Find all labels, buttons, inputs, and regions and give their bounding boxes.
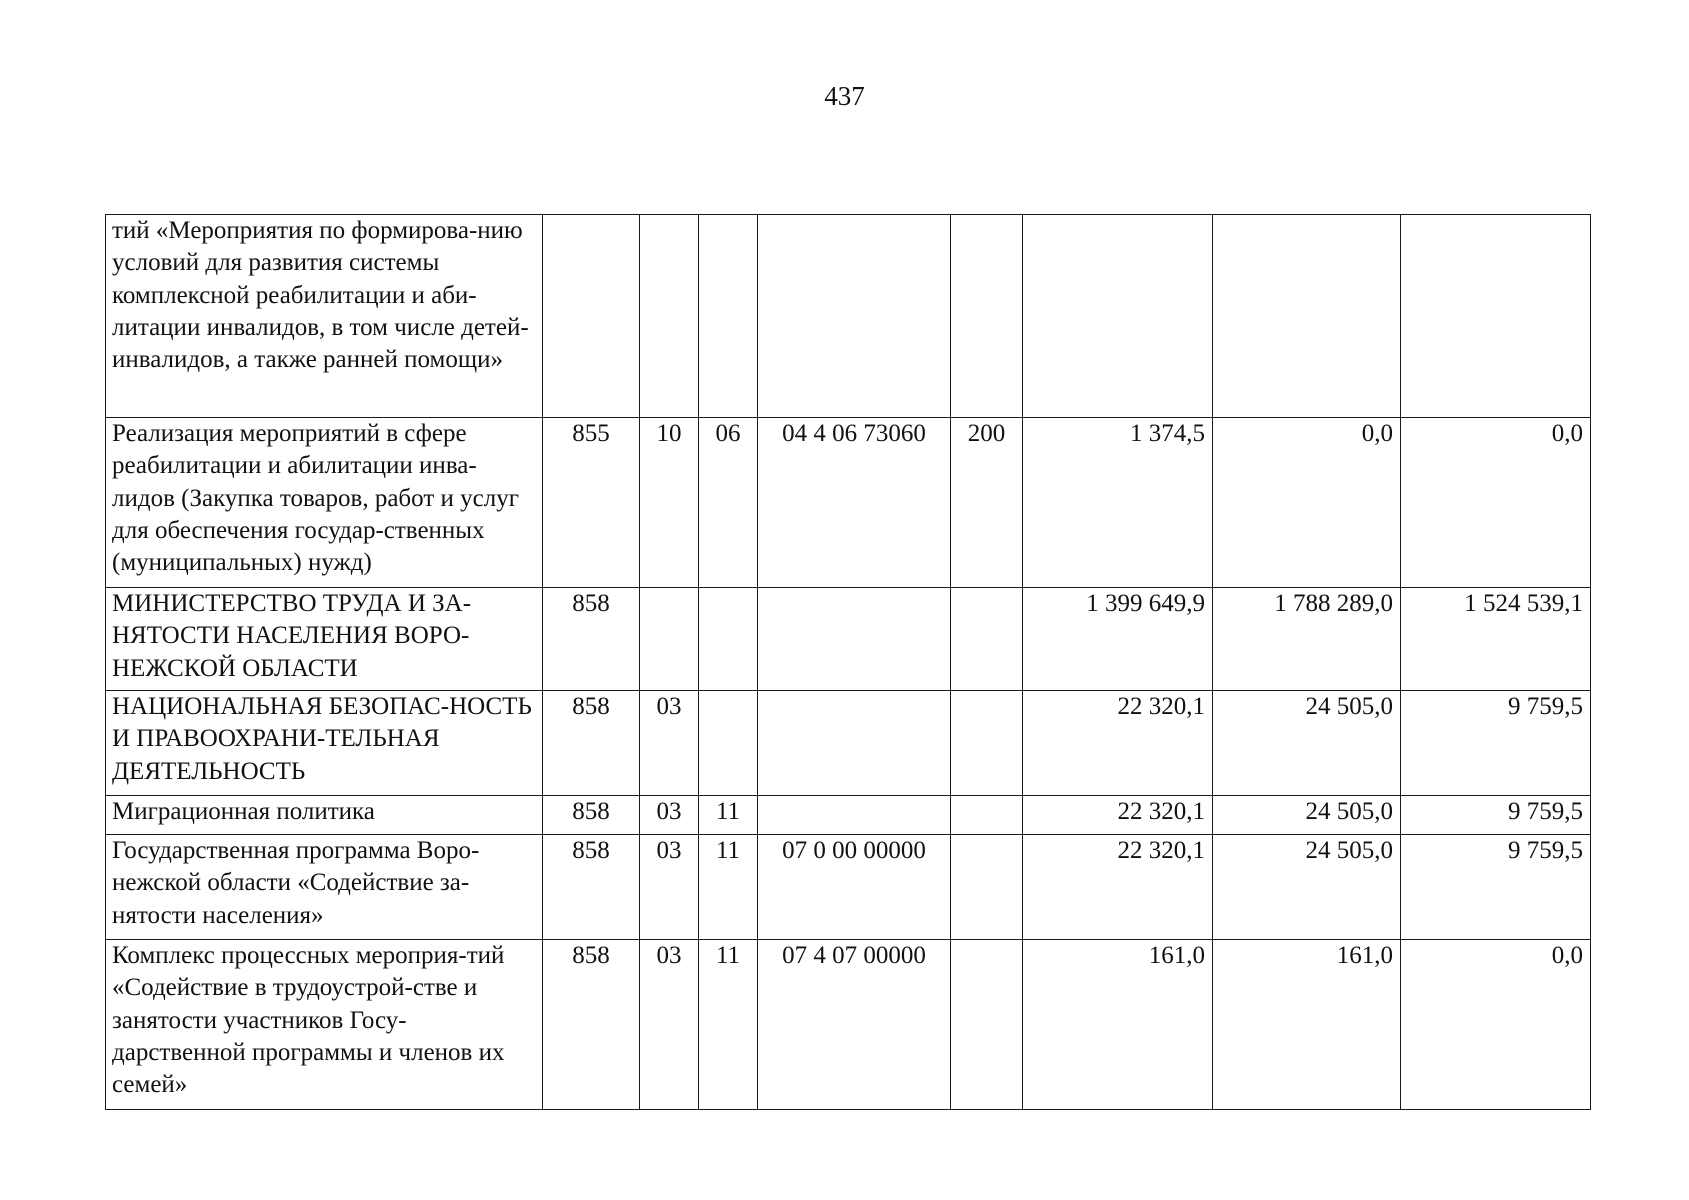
table-row (106, 691, 1591, 796)
amount-year1-cell: 161,0 (1023, 940, 1213, 1110)
pr-code-cell (699, 215, 758, 418)
rz-code-cell: 03 (640, 796, 699, 835)
row-name-cell: Реализация мероприятий в сфере реабилитации и абилитации инва-лидов (Закупка товаров, работ и услуг для обеспечения государ-ственных (муниципальных) нужд) (106, 418, 543, 588)
rz-code-cell (640, 588, 699, 691)
rz-code-cell: 03 (640, 835, 699, 940)
csr-code-cell (758, 215, 951, 418)
gr-code-cell: 858 (543, 940, 640, 1110)
amount-year2-cell: 1 788 289,0 (1213, 588, 1401, 691)
amount-year1-cell: 22 320,1 (1023, 835, 1213, 940)
csr-code-cell: 07 0 00 00000 (758, 835, 951, 940)
amount-year1-cell (1023, 215, 1213, 418)
amount-year3-cell: 9 759,5 (1401, 835, 1591, 940)
row-name-cell: Миграционная политика (106, 796, 543, 835)
vr-code-cell (951, 835, 1023, 940)
csr-code-cell: 07 4 07 00000 (758, 940, 951, 1110)
row-name-cell: МИНИСТЕРСТВО ТРУДА И ЗА-НЯТОСТИ НАСЕЛЕНИЯ ВОРО-НЕЖСКОЙ ОБЛАСТИ (106, 588, 543, 691)
vr-code-cell: 200 (951, 418, 1023, 588)
gr-code-cell: 858 (543, 691, 640, 796)
table-row (106, 215, 1591, 418)
amount-year2-cell: 161,0 (1213, 940, 1401, 1110)
amount-year3-cell: 0,0 (1401, 418, 1591, 588)
pr-code-cell: 11 (699, 940, 758, 1110)
amount-year1-cell: 1 374,5 (1023, 418, 1213, 588)
row-name-cell: НАЦИОНАЛЬНАЯ БЕЗОПАС-НОСТЬ И ПРАВООХРАНИ-ТЕЛЬНАЯ ДЕЯТЕЛЬНОСТЬ (106, 691, 543, 796)
table-row (106, 588, 1591, 691)
pr-code-cell: 11 (699, 796, 758, 835)
amount-year1-cell: 1 399 649,9 (1023, 588, 1213, 691)
gr-code-cell (543, 215, 640, 418)
pr-code-cell (699, 691, 758, 796)
table-row (106, 940, 1591, 1110)
row-name-cell: Комплекс процессных мероприя-тий «Содействие в трудоустрой-стве и занятости участников Госу-дарственной программы и членов их семей» (106, 940, 543, 1110)
table-row (106, 796, 1591, 835)
rz-code-cell: 03 (640, 940, 699, 1110)
vr-code-cell (951, 215, 1023, 418)
pr-code-cell: 11 (699, 835, 758, 940)
table-row (106, 835, 1591, 940)
row-name-cell: тий «Мероприятия по формирова-нию условий для развития системы комплексной реабилитации и аби-литации инвалидов, в том числе детей-инвалидов, а также ранней помощи» (106, 215, 543, 418)
rz-code-cell: 03 (640, 691, 699, 796)
gr-code-cell: 858 (543, 588, 640, 691)
page-number: 437 (824, 81, 865, 111)
budget-table (105, 214, 1591, 1110)
amount-year1-cell: 22 320,1 (1023, 796, 1213, 835)
amount-year2-cell: 24 505,0 (1213, 691, 1401, 796)
csr-code-cell (758, 796, 951, 835)
amount-year3-cell: 9 759,5 (1401, 691, 1591, 796)
csr-code-cell (758, 588, 951, 691)
gr-code-cell: 855 (543, 418, 640, 588)
amount-year2-cell: 24 505,0 (1213, 835, 1401, 940)
vr-code-cell (951, 691, 1023, 796)
amount-year3-cell: 9 759,5 (1401, 796, 1591, 835)
vr-code-cell (951, 796, 1023, 835)
csr-code-cell: 04 4 06 73060 (758, 418, 951, 588)
amount-year2-cell: 0,0 (1213, 418, 1401, 588)
amount-year2-cell: 24 505,0 (1213, 796, 1401, 835)
csr-code-cell (758, 691, 951, 796)
rz-code-cell: 10 (640, 418, 699, 588)
amount-year3-cell (1401, 215, 1591, 418)
amount-year3-cell: 0,0 (1401, 940, 1591, 1110)
amount-year1-cell: 22 320,1 (1023, 691, 1213, 796)
amount-year2-cell (1213, 215, 1401, 418)
table-row (106, 418, 1591, 588)
gr-code-cell: 858 (543, 835, 640, 940)
vr-code-cell (951, 588, 1023, 691)
amount-year3-cell: 1 524 539,1 (1401, 588, 1591, 691)
row-name-cell: Государственная программа Воро-нежской области «Содействие за-нятости населения» (106, 835, 543, 940)
pr-code-cell: 06 (699, 418, 758, 588)
table-body (106, 215, 1591, 1110)
vr-code-cell (951, 940, 1023, 1110)
gr-code-cell: 858 (543, 796, 640, 835)
rz-code-cell (640, 215, 699, 418)
pr-code-cell (699, 588, 758, 691)
